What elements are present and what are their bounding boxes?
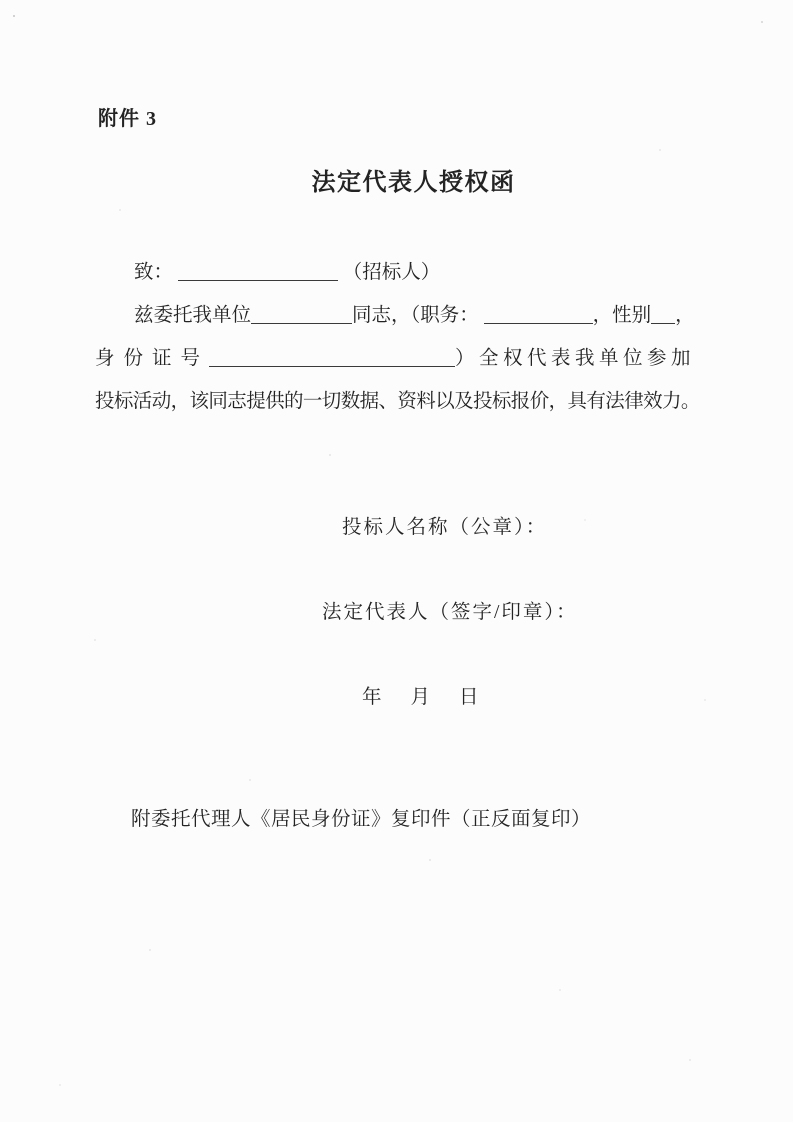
closing-line: 投标活动，该同志提供的一切数据、资料以及投标报价，具有法律效力。 (95, 391, 700, 412)
entrust-text-1: 兹委托我单位 (134, 305, 252, 326)
id-number-prefix: 身份证号 (95, 348, 210, 369)
addressee-suffix: （招标人） (342, 262, 441, 283)
date-year-label: 年 (362, 687, 384, 708)
date-day-label: 日 (459, 687, 481, 708)
entrust-text-2: 同志，（职务： (352, 305, 479, 326)
addressee-line (95, 251, 699, 294)
addressee-blank-underline (178, 279, 338, 281)
id-number-line (95, 337, 699, 380)
agent-name-blank-underline (251, 322, 352, 324)
id-card-copy-footnote: 附委托代理人《居民身份证》复印件（正反面复印） (131, 809, 592, 830)
id-number-blank-underline (209, 365, 455, 367)
entrust-text-4: ， (675, 305, 695, 326)
position-blank-underline (484, 322, 593, 324)
attachment-label: 附件 3 (98, 108, 157, 130)
document-title: 法定代表人授权函 (311, 170, 516, 196)
addressee-prefix: 致： (134, 262, 174, 283)
gender-blank-underline (651, 322, 675, 324)
date-line (362, 681, 481, 709)
date-month-label: 月 (410, 687, 433, 708)
body-paragraph (95, 251, 699, 423)
entrust-text-3: ，性别 (592, 305, 652, 326)
bidder-name-seal-label: 投标人名称（公章）： (342, 517, 548, 538)
legal-representative-signature-label: 法定代表人（签字/印章）： (322, 602, 578, 623)
id-number-suffix: ）全权代表我单位参加 (455, 348, 696, 369)
entrust-line (95, 294, 699, 337)
